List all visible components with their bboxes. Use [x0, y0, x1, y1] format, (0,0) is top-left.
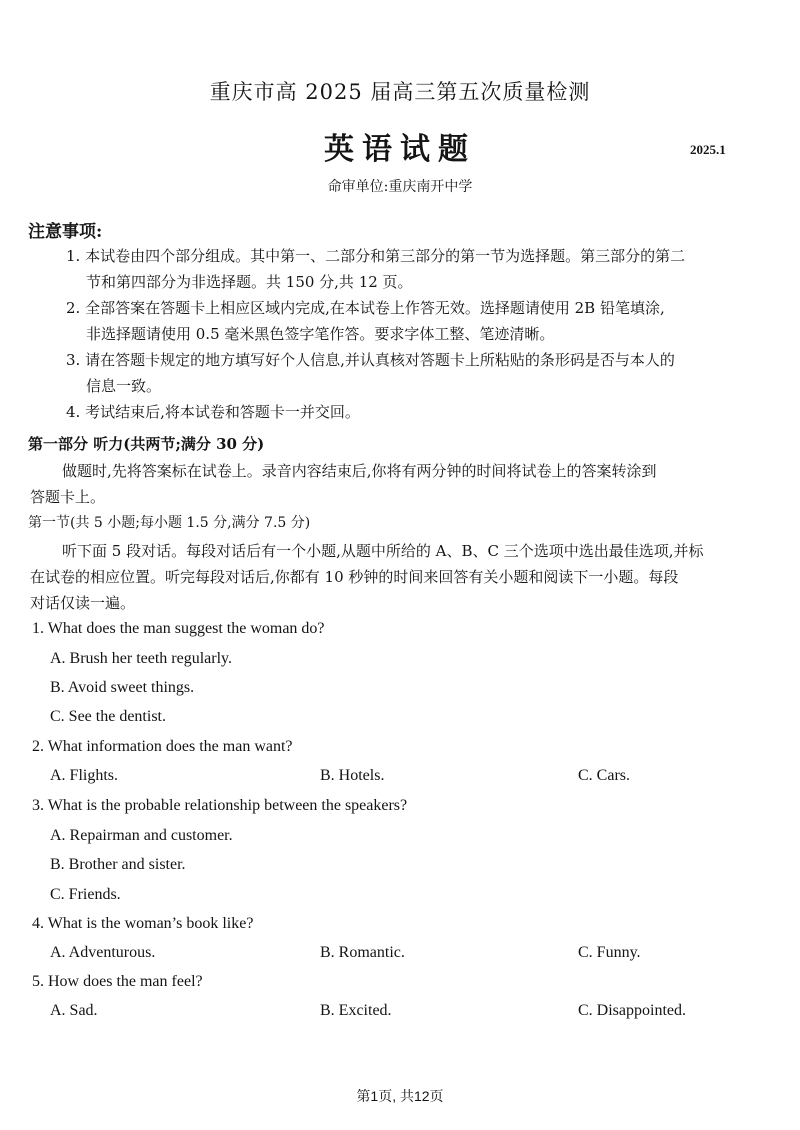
notice-line: 1. 本试卷由四个部分组成。其中第一、二部分和第三部分的第一节为选择题。第三部分的第二 [66, 247, 686, 265]
notice-line: 节和第四部分为非选择题。共 150 分,共 12 页。 [86, 273, 413, 291]
notice-line: 信息一致。 [86, 377, 162, 395]
question-stem: 2. What information does the man want? [32, 738, 293, 755]
setter-unit: 命审单位:重庆南开中学 [327, 179, 473, 195]
option-c: C. See the dentist. [50, 708, 166, 725]
option-a: A. Adventurous. [50, 944, 156, 961]
section1-instruction-line: 听下面 5 段对话。每段对话后有一个小题,从题中所给的 A、B、C 三个选项中选出最佳选项,并标 [62, 542, 704, 560]
option-a: A. Brush her teeth regularly. [50, 650, 233, 667]
option-a: A. Repairman and customer. [50, 827, 233, 844]
option-c: C. Friends. [50, 886, 121, 903]
question-stem: 4. What is the woman’s book like? [32, 915, 254, 932]
exam-date: 2025.1 [690, 142, 726, 157]
question-stem: 1. What does the man suggest the woman do? [32, 620, 325, 637]
section1-instruction-line: 在试卷的相应位置。听完每段对话后,你都有 10 秒钟的时间来回答有关小题和阅读下一小题。每段 [30, 568, 679, 586]
option-a: A. Flights. [50, 767, 119, 784]
option-a: A. Sad. [50, 1002, 98, 1019]
option-b: B. Excited. [320, 1002, 392, 1019]
part1-intro-line: 答题卡上。 [30, 488, 106, 506]
option-c: C. Funny. [578, 944, 641, 961]
notice-line: 4. 考试结束后,将本试卷和答题卡一并交回。 [66, 403, 360, 421]
option-b: B. Romantic. [320, 944, 405, 961]
part1-heading: 第一部分 听力(共两节;满分 30 分) [28, 435, 265, 453]
notice-line: 2. 全部答案在答题卡上相应区域内完成,在本试卷上作答无效。选择题请使用 2B 铅笔填涂, [66, 299, 665, 317]
option-c: C. Cars. [578, 767, 630, 784]
section1-instruction-line: 对话仅读一遍。 [30, 594, 136, 612]
notice-line: 非选择题请使用 0.5 毫米黑色签字笔作答。要求字体工整、笔迹清晰。 [86, 325, 555, 343]
notice-line: 3. 请在答题卡规定的地方填写好个人信息,并认真核对答题卡上所粘贴的条形码是否与本人的 [66, 351, 675, 369]
option-c: C. Disappointed. [578, 1002, 686, 1019]
page-number: 第1页, 共12页 [356, 1088, 444, 1104]
part1-intro-line: 做题时,先将答案标在试卷上。录音内容结束后,你将有两分钟的时间将试卷上的答案转涂到 [62, 462, 657, 480]
question-stem: 5. How does the man feel? [32, 973, 203, 990]
option-b: B. Avoid sweet things. [50, 679, 195, 696]
question-stem: 3. What is the probable relationship between the speakers? [32, 797, 408, 814]
section1-heading: 第一节(共 5 小题;每小题 1.5 分,满分 7.5 分) [28, 515, 311, 531]
option-b: B. Hotels. [320, 767, 385, 784]
exam-title: 重庆市高 2025 届高三第五次质量检测 [209, 80, 591, 104]
notice-heading: 注意事项: [28, 222, 103, 242]
option-b: B. Brother and sister. [50, 856, 186, 873]
subject-title: 英语试题 [324, 132, 476, 167]
